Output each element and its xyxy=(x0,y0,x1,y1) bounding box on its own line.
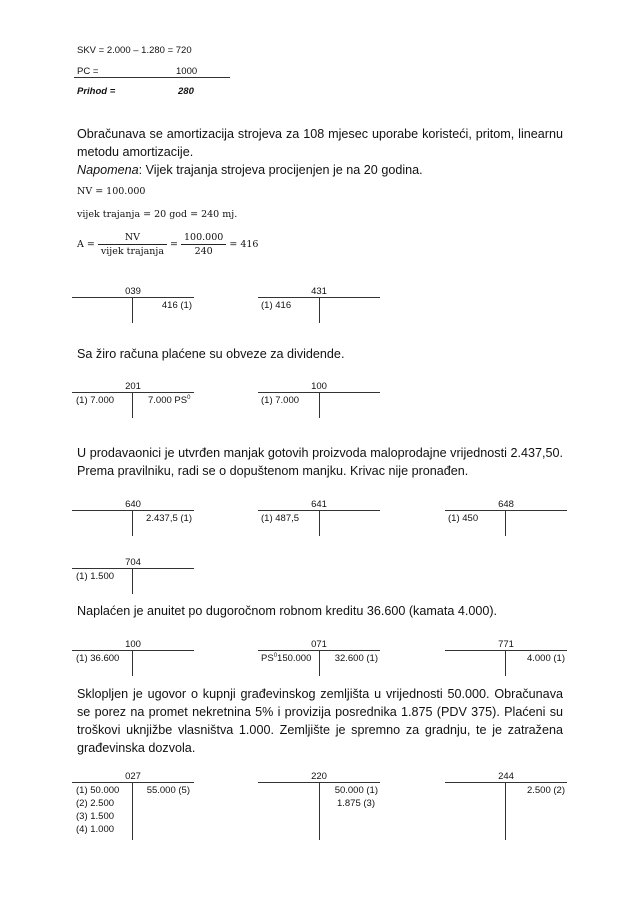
account-title: 648 xyxy=(498,499,514,510)
account-title: 039 xyxy=(125,286,141,297)
account-title: 071 xyxy=(311,639,327,650)
pc-value: 1000 xyxy=(176,66,198,77)
t-vertical xyxy=(132,510,133,536)
debit-entry: (4) 1.000 xyxy=(76,824,115,835)
section3-text: U prodavaonici je utvrđen manjak gotovih proizvoda maloprodajne vrijednosti 2.437,50. Prema pravilniku, radi se o dopuštenom manjku. Krivac nije pronađen. xyxy=(77,446,563,478)
t-horizontal xyxy=(445,510,567,511)
t-vertical xyxy=(132,568,133,594)
t-vertical xyxy=(319,297,320,323)
t-vertical xyxy=(505,782,506,840)
account-title: 704 xyxy=(125,557,141,568)
vijek-formula: vijek trajanja = 20 god = 240 mj. xyxy=(77,209,238,220)
fraction-values xyxy=(181,232,226,257)
a-label: A = xyxy=(77,239,95,250)
fraction-nv xyxy=(98,232,167,257)
credit-entry: 4.000 (1) xyxy=(526,653,565,664)
frac2-num: 100.000 xyxy=(181,232,226,245)
t-vertical xyxy=(319,510,320,536)
frac1-num: NV xyxy=(98,232,167,245)
account-title: 771 xyxy=(498,639,514,650)
note-text: : Vijek trajanja strojeva procijenjen je na 20 godina. xyxy=(138,163,423,177)
eq-sign: = xyxy=(170,239,178,250)
t-horizontal xyxy=(72,392,194,393)
account-title: 100 xyxy=(125,639,141,650)
frac1-den: vijek trajanja xyxy=(100,246,164,257)
t-vertical xyxy=(132,297,133,323)
credit-entry xyxy=(148,395,190,406)
debit-entry: (1) 416 xyxy=(261,300,292,311)
t-vertical xyxy=(319,392,320,418)
account-title: 027 xyxy=(125,771,141,782)
t-vertical xyxy=(132,782,133,840)
frac2-den: 240 xyxy=(194,246,213,257)
credit-value: 7.000 PS xyxy=(148,395,188,407)
t-horizontal xyxy=(445,650,567,651)
t-horizontal xyxy=(72,782,194,783)
prihod-value: 280 xyxy=(178,86,194,97)
prihod-label: Prihod = xyxy=(77,86,116,97)
t-vertical xyxy=(319,650,320,676)
credit-entry: 416 (1) xyxy=(161,300,192,311)
credit-entry: 32.600 (1) xyxy=(334,653,378,664)
debit-entry xyxy=(261,653,311,664)
nv-formula: NV = 100.000 xyxy=(77,186,146,197)
credit-entry: 2.500 (2) xyxy=(526,785,565,796)
credit-entry: 1.875 (3) xyxy=(336,798,375,809)
t-vertical xyxy=(505,510,506,536)
account-title: 100 xyxy=(311,381,327,392)
account-title: 640 xyxy=(125,499,141,510)
amortization-formula xyxy=(77,232,258,257)
section1-note xyxy=(77,161,423,179)
superscript: 0 xyxy=(273,653,278,659)
debit-entry: (1) 450 xyxy=(448,513,479,524)
account-title: 431 xyxy=(311,286,327,297)
account-title: 244 xyxy=(498,771,514,782)
debit-entry: (1) 50.000 xyxy=(76,785,120,796)
debit-entry: (2) 2.500 xyxy=(76,798,115,809)
section5-text: Sklopljen je ugovor o kupnji građevinskog zemljišta u vrijednosti 50.000. Obračunava se porez na promet nekretnina 5% i provizija posrednika 1.875 (PDV 375). Plaćeni su troškovi uknjižbe vlasništva 1.000. Zemljište je spremno za gradnju, te je zatražena građevinska dozvola. xyxy=(77,687,563,755)
t-horizontal xyxy=(72,650,194,651)
account-title: 641 xyxy=(311,499,327,510)
ps-prefix: PS xyxy=(261,653,274,665)
t-horizontal xyxy=(72,568,194,569)
debit-entry: (1) 7.000 xyxy=(76,395,115,406)
pc-label: PC = xyxy=(77,66,99,77)
superscript: 0 xyxy=(187,395,191,401)
t-horizontal xyxy=(72,510,194,511)
section4-text: Naplaćen je anuitet po dugoročnom robnom kreditu 36.600 (kamata 4.000). xyxy=(77,604,498,618)
debit-entry: (1) 7.000 xyxy=(261,395,300,406)
t-horizontal xyxy=(445,782,567,783)
debit-entry: (1) 487,5 xyxy=(261,513,300,524)
debit-entry: (1) 1.500 xyxy=(76,571,115,582)
t-vertical xyxy=(132,650,133,676)
account-title: 220 xyxy=(311,771,327,782)
debit-value: 150.000 xyxy=(277,653,312,665)
credit-entry: 2.437,5 (1) xyxy=(146,513,192,524)
t-vertical xyxy=(132,392,133,418)
section2-text: Sa žiro računa plaćene su obveze za dividende. xyxy=(77,347,345,361)
t-vertical xyxy=(319,782,320,840)
debit-entry: (1) 36.600 xyxy=(76,653,120,664)
summary-rule xyxy=(74,77,230,78)
credit-entry: 50.000 (1) xyxy=(334,785,378,796)
section1-text: Obračunava se amortizacija strojeva za 108 mjesec uporabe koristeći, pritom, linearnu metodu amortizacije. xyxy=(77,127,563,159)
credit-entry: 55.000 (5) xyxy=(146,785,190,796)
t-vertical xyxy=(505,650,506,676)
t-horizontal xyxy=(72,297,194,298)
debit-entry: (3) 1.500 xyxy=(76,811,115,822)
skv-line: SKV = 2.000 – 1.280 = 720 xyxy=(77,45,192,56)
result: = 416 xyxy=(229,239,259,250)
note-label: Napomena xyxy=(77,163,139,177)
account-title: 201 xyxy=(125,381,141,392)
